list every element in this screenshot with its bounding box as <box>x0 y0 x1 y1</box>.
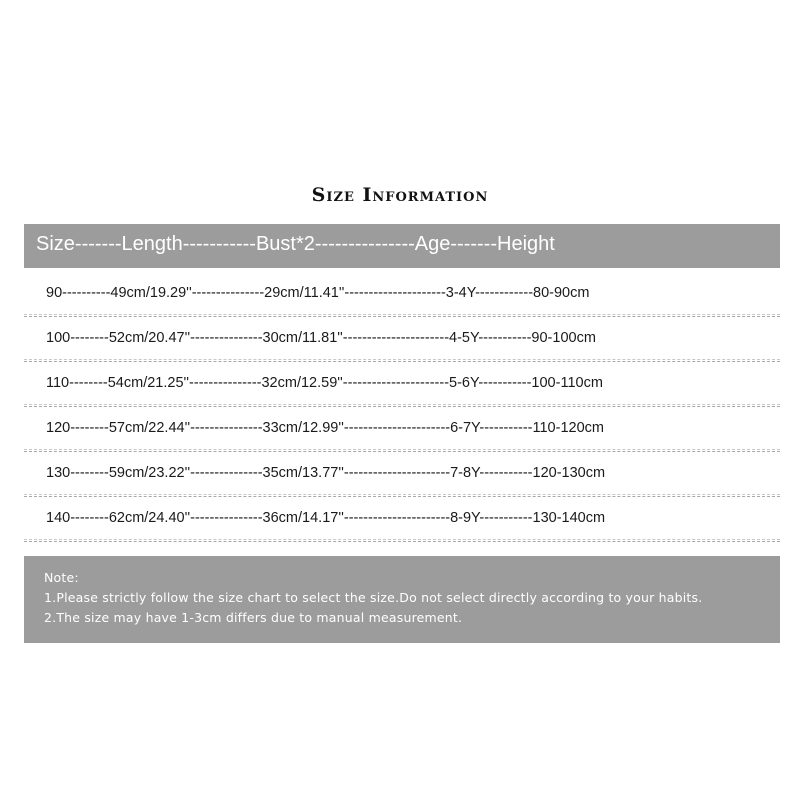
table-row <box>24 317 780 362</box>
table-header-band <box>24 224 780 268</box>
page-title: Size Information <box>311 184 489 206</box>
row-divider <box>24 314 780 315</box>
row-divider <box>24 541 780 542</box>
table-row <box>24 407 780 452</box>
row-text: 130--------59cm/23.22''---------------35cm/13.77''----------------------7-8Y-----------120-130cm <box>46 465 606 481</box>
row-divider <box>24 449 780 450</box>
table-row <box>24 452 780 497</box>
note-line: 1.Please strictly follow the size chart to select the size.Do not select directly according to your habits. <box>44 590 703 605</box>
row-text: 110--------54cm/21.25''---------------32cm/12.59''----------------------5-6Y-----------100-110cm <box>46 375 603 391</box>
row-divider <box>24 494 780 495</box>
row-text: 90----------49cm/19.29''---------------29cm/11.41''---------------------3-4Y------------80-90cm <box>46 285 590 301</box>
note-box <box>24 556 780 643</box>
row-divider <box>24 539 780 540</box>
table-row <box>24 272 780 317</box>
row-text: 140--------62cm/24.40''---------------36cm/14.17''----------------------8-9Y-----------130-140cm <box>46 510 606 526</box>
table-header-text: Size-------Length-----------Bust*2---------------Age-------Height <box>36 233 555 255</box>
note-heading: Note: <box>44 570 79 585</box>
table-row <box>24 362 780 407</box>
row-divider <box>24 404 780 405</box>
table-row <box>24 497 780 542</box>
row-text: 100--------52cm/20.47''---------------30cm/11.81''----------------------4-5Y-----------90-100cm <box>46 330 596 346</box>
row-divider <box>24 359 780 360</box>
note-line: 2.The size may have 1-3cm differs due to manual measurement. <box>44 610 463 625</box>
row-text: 120--------57cm/22.44''---------------33cm/12.99''----------------------6-7Y-----------110-120cm <box>46 420 604 436</box>
